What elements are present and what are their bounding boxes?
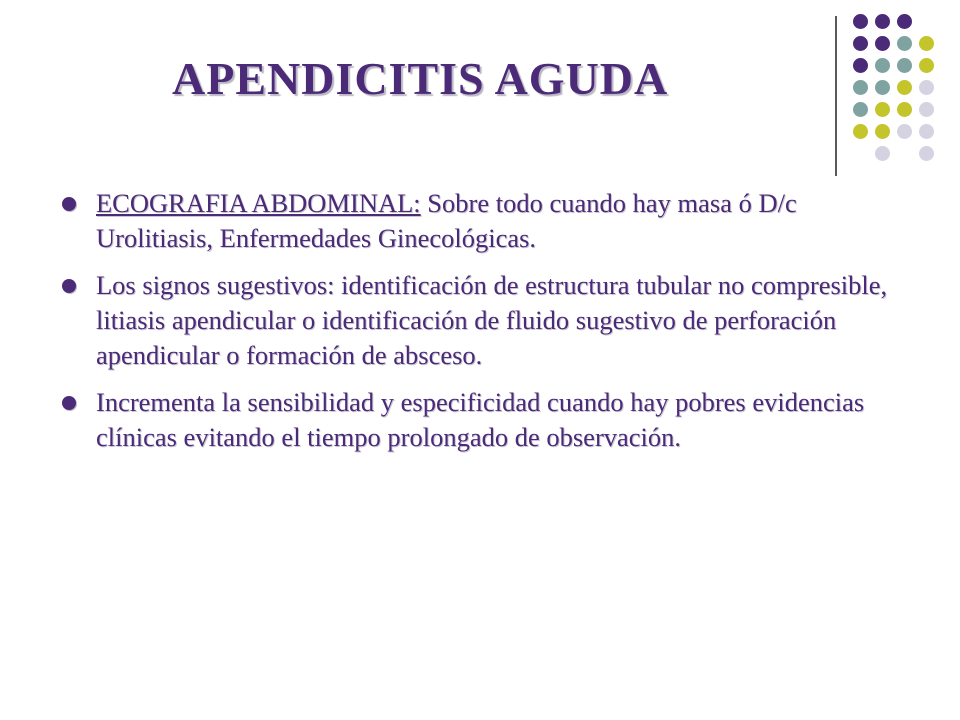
decorative-dot-teal (897, 36, 912, 51)
decorative-dot-yellow (919, 58, 934, 73)
decorative-dot-yellow (897, 80, 912, 95)
decorative-dot-teal (853, 80, 868, 95)
bullet-item-signos (60, 268, 908, 373)
decorative-dot-purple (875, 36, 890, 51)
bullet-text: Incrementa la sensibilidad y especificidad cuando hay pobres evidencias clínicas evitando el tiempo prolongado de observación. (96, 387, 865, 452)
decorative-dot-teal (897, 58, 912, 73)
bullet-dot-icon (62, 197, 76, 211)
decorative-dot-lavender (919, 124, 934, 139)
decorative-dot-purple (897, 14, 912, 29)
decorative-dot-yellow (875, 102, 890, 117)
decorative-dot-purple (853, 36, 868, 51)
decorative-dot-lavender (919, 146, 934, 161)
decorative-dot-purple (853, 14, 868, 29)
slide-title: APENDICITIS AGUDA (172, 53, 669, 104)
decorative-dot-yellow (897, 102, 912, 117)
decorative-dot-lavender (897, 124, 912, 139)
bullet-dot-icon (62, 396, 76, 410)
decorative-dot-lavender (875, 146, 890, 161)
decorative-dot-purple (853, 58, 868, 73)
vertical-divider (835, 16, 837, 176)
decorative-dot-lavender (919, 80, 934, 95)
decorative-dot-yellow (875, 124, 890, 139)
decorative-dot-lavender (919, 102, 934, 117)
bullet-item-ecografia (60, 186, 908, 256)
decorative-dot-yellow (919, 36, 934, 51)
bullet-lead-underlined: ECOGRAFIA ABDOMINAL: (96, 188, 421, 218)
bullet-item-sensibilidad (60, 385, 908, 455)
decorative-dot-teal (875, 58, 890, 73)
decorative-dot-yellow (853, 124, 868, 139)
decorative-dot-purple (875, 14, 890, 29)
bullet-text: Sobre todo cuando hay masa ó D/c Urolitiasis, Enfermedades Ginecológicas. (96, 188, 797, 253)
decorative-dot-teal (853, 102, 868, 117)
bullet-dot-icon (62, 279, 76, 293)
decorative-dot-grid (853, 14, 953, 164)
bullet-list (60, 186, 908, 467)
decorative-dot-teal (875, 80, 890, 95)
bullet-text: Los signos sugestivos: identificación de estructura tubular no compresible, litiasis apendicular o identificación de fluido sugestivo de perforación apendicular o formación de absceso. (96, 270, 888, 370)
